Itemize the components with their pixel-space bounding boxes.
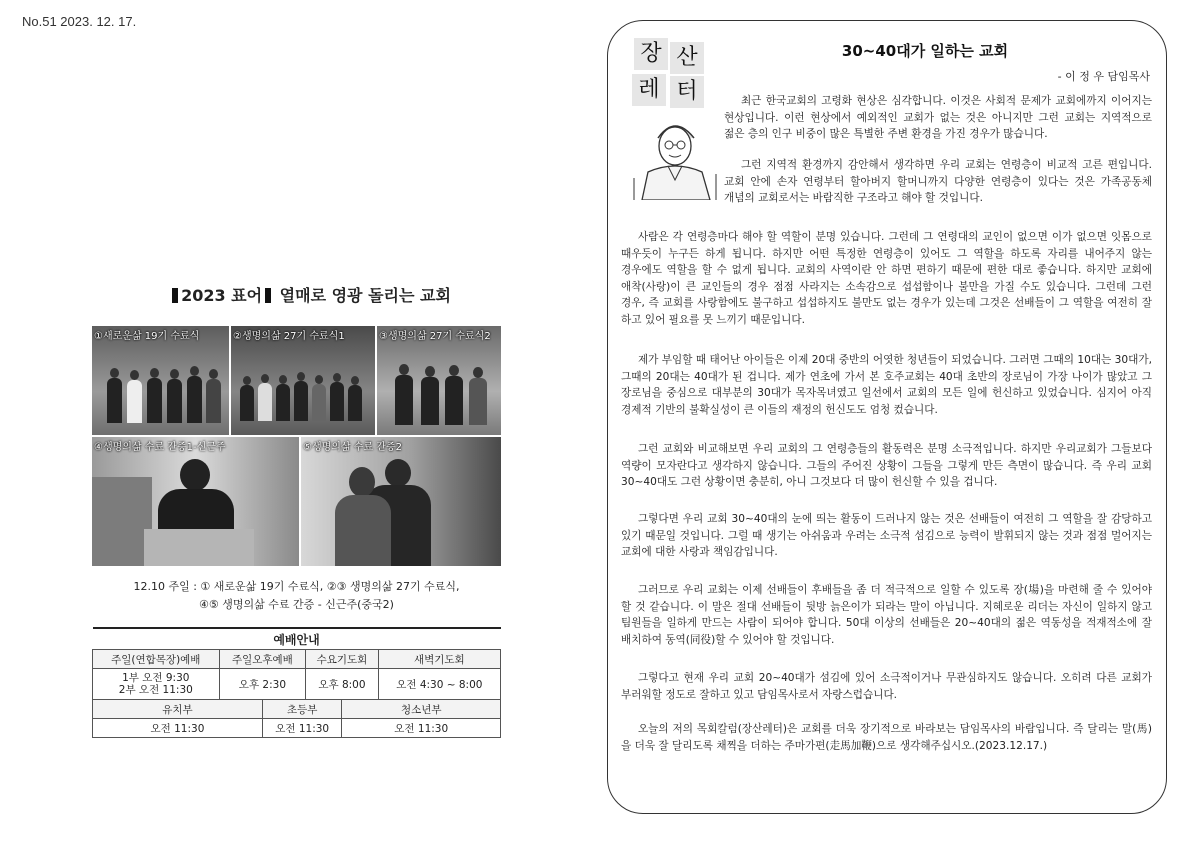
schedule-header: 유치부: [93, 700, 263, 719]
photo-graduation-3: [377, 326, 501, 435]
schedule-cell: 오전 11:30: [262, 719, 342, 738]
schedule-header: 초등부: [262, 700, 342, 719]
photo-collage: [92, 326, 501, 566]
photo-caption: ②생명의삶 27기 수료식1: [233, 331, 345, 342]
schedule-time: 1부 오전 9:30: [122, 672, 190, 684]
caption-line: 12.10 주일 : ① 새로운삶 19기 수료식, ②③ 생명의삶 27기 수료식,: [133, 580, 460, 593]
badge-char: 레: [632, 74, 666, 106]
column-paragraph: 제가 부임할 때 태어난 아이들은 이제 20대 중반의 어엿한 청년들이 되었습니다. 그러면 그때의 10대는 30대가, 그때의 20대는 40대가 된 겁니다. 제가 연초에 가서 본 호주교회는 40대 초반의 장로님이 가장 나이가 많았고 그 장로님을 중심으로 대부분의 30대가 목자목녀였고 일선에서 교회의 모든 일에 헌신하고 있었습니다. 심지어 아직 경제적 기반의 불확실성이 큰 이들의 재정의 헌신도도 엄청 컸습니다.: [621, 354, 1152, 416]
photo-graduation-2: [231, 326, 375, 435]
caption-line: ④⑤ 생명의삶 수료 간증 - 신근주(중국2): [199, 598, 394, 611]
photo-caption: ④생명의삶 수료 간증1-신근주: [94, 442, 226, 453]
photo-testimony-1: [92, 437, 299, 566]
photo-caption: ⑤생명의삶 수료 간증2: [303, 442, 402, 453]
schedule-cell: 오후 8:00: [306, 669, 378, 700]
schedule-cell: 오후 2:30: [219, 669, 306, 700]
schedule-cell: [93, 669, 220, 700]
photo-testimony-2: [301, 437, 501, 566]
schedule-cell: 오전 4:30 ~ 8:00: [378, 669, 500, 700]
schedule-time: 2부 오전 11:30: [118, 684, 193, 696]
column-author: - 이 정 우 담임목사: [1057, 70, 1150, 83]
schedule-cell: 오전 11:30: [342, 719, 501, 738]
photo-caption: ①새로운삶 19기 수료식: [94, 331, 200, 342]
badge-char: 산: [670, 42, 704, 74]
motto-text: 열매로 영광 돌리는 교회: [279, 286, 451, 305]
schedule-header: 청소년부: [342, 700, 501, 719]
column-paragraph: 그러므로 우리 교회는 이제 선배들이 후배들을 좀 더 적극적으로 일할 수 있도록 장(場)을 마련해 줄 수 있어야 할 것 같습니다. 이 말은 절대 선배들이 뒷방 늙은이가 되라는 말이 아닙니다. 지혜로운 리더는 자신이 일하지 않고 팀원들을 일하게 만드는 사람이 되어야 합니다. 50대 이상의 선배들은 20~40대의 젊은 역동성을 적재적소에 잘 배치하여 동역(同役)할 수 있어야 할 것입니다.: [621, 584, 1152, 646]
jangsan-letter-badge: [632, 38, 706, 108]
schedule-header: 주일(연합목장)예배: [93, 650, 220, 669]
motto-marker: [172, 288, 178, 303]
column-paragraph: 그렇다고 현재 우리 교회 20~40대가 섬김에 있어 소극적이거나 무관심하지도 않습니다. 오히려 다른 교회가 부러워할 정도로 잘하고 있고 담임목사로서 자랑스럽습니다.: [621, 672, 1152, 701]
badge-char: 터: [670, 76, 704, 108]
schedule-header: 수요기도회: [306, 650, 378, 669]
motto-tag: 2023 표어: [181, 286, 263, 305]
column-title: 30~40대가 일하는 교회: [841, 42, 1009, 60]
column-paragraph: 그런 교회와 비교해보면 우리 교회의 그 연령층들의 활동력은 분명 소극적입니다. 하지만 우리교회가 그들보다 역량이 모자란다고 생각하지 않습니다. 그들의 주어진 상황이 그들을 그렇게 만든 측면이 많습니다. 즉 우리 교회 30~40대도 그런 상황이면 충분히, 아니 그것보다 더 많이 헌신할 수 있을 겁니다.: [621, 443, 1152, 489]
photo-graduation-1: [92, 326, 229, 435]
schedule-header: 새벽기도회: [378, 650, 500, 669]
schedule-header: 주일오후예배: [219, 650, 306, 669]
photo-caption-text: [92, 578, 501, 614]
column-paragraph: 사람은 각 연령층마다 해야 할 역할이 분명 있습니다. 그런데 그 연령대의 교인이 없으면 이가 없으면 잇몸으로 때우듯이 누구든 하게 됩니다. 하지만 어떤 특정한 연령층이 있어도 그 역할을 하도록 자리를 내어주지 않는 경우에도 역할을 할 수 없게 됩니다. 교회의 사역이란 안 하면 편하기 때문에 편한 대로 좋습니다. 하지만 교회에 애착(사랑)이 큰 교인들의 경우 점점 사라지는 소속감으로 섭섭함이나 불만을 가질 수도 있습니다. 그런데 그런 경우, 즉 교회를 사랑함에도 불구하고 섭섭하지도 불만도 없는 경우가 있는데 그것은 선배들이 그 역할을 여전히 잘 하고 있어 필요를 못 느끼기 때문입니다.: [621, 231, 1152, 326]
schedule-title: 예배안내: [93, 628, 501, 650]
photo-caption: ③생명의삶 27기 수료식2: [379, 331, 491, 342]
column-paragraph: 그런 지역적 환경까지 감안해서 생각하면 우리 교회는 연령층이 비교적 고른 편입니다. 교회 안에 손자 연령부터 할아버지 할머니까지 다양한 연령층이 있다는 것은 가족공동체 개념의 교회로서는 바람직한 구조라고 해야 할 것입니다.: [724, 159, 1152, 205]
column-paragraph: 최근 한국교회의 고령화 현상은 심각합니다. 이것은 사회적 문제가 교회에까지 이어지는 현상입니다. 이런 현상에서 예외적인 교회가 없는 것은 아니지만 그런 교회는 지역적으로 젊은 층의 인구 비중이 많은 특별한 주변 환경을 가진 경우가 많습니다.: [724, 95, 1152, 141]
church-motto: [160, 283, 460, 306]
motto-marker: [265, 288, 271, 303]
worship-schedule-table: [92, 627, 501, 738]
issue-number: No.51 2023. 12. 17.: [22, 14, 137, 29]
column-paragraph: 그렇다면 우리 교회 30~40대의 눈에 띄는 활동이 드러나지 않는 것은 선배들이 여전히 그 역할을 잘 감당하고 있기 때문일 것입니다. 그럴 때 생기는 아쉬움과 우려는 소극적 섬김으로 능력이 발휘되지 않는 것과 점점 멀어지는 교회에 대한 사랑과 책임감입니다.: [621, 513, 1152, 559]
schedule-cell: 오전 11:30: [93, 719, 263, 738]
column-paragraph: 오늘의 저의 목회칼럼(장산레터)은 교회를 더욱 장기적으로 바라보는 담임목사의 바람입니다. 즉 달리는 말(馬)을 더욱 잘 달리도록 채찍을 더하는 주마가편(走馬加鞭)으로 생각해주십시오.(2023.12.17.): [621, 723, 1152, 752]
badge-char: 장: [634, 38, 668, 70]
pastor-portrait-sketch: [628, 108, 722, 200]
